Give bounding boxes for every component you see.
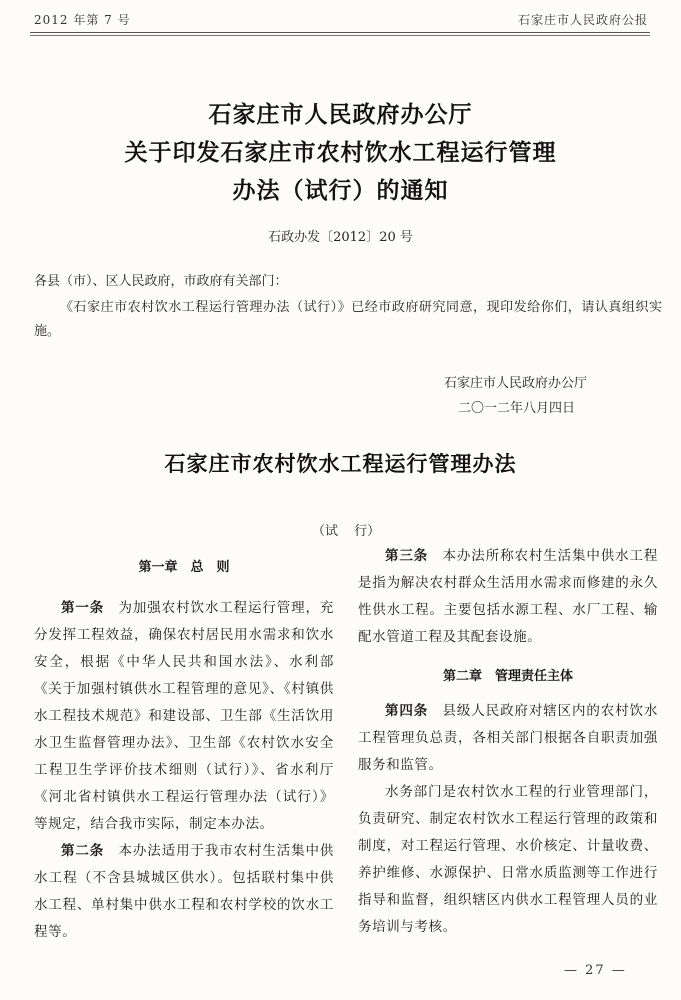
signature-date: 二〇一二年八月四日 [458,401,576,416]
article-3 [358,543,658,651]
article-1-text: 为加强农村饮水工程运行管理，充分发挥工程效益，确保农村居民用水需求和饮水安全，根据《中华人民共和国水法》、水利部《关于加强村镇供水工程管理的意见》、《村镇供水工程技术规范》和建设部、卫生部《生活饮用水卫生监督管理办法》、卫生部《农村饮水安全工程卫生学评价技术细则（试行）》、省水利厅《河北省村镇供水工程运行管理办法（试行）》等规定，结合我市实际，制定本办法。 [34,600,334,832]
signature-organization: 石家庄市人民政府办公厅 [444,376,588,391]
article-2-text: 本办法适用于我市农村生活集中供水工程（不含县城城区供水）。包括联村集中供水工程、单村集中供水工程和农村学校的饮水工程等。 [34,843,334,940]
header-rule-secondary [30,35,650,36]
article-2 [34,838,334,946]
regulation-subtitle: （试 行） [312,524,381,539]
article-4-label: 第四条 [385,703,429,719]
page-number: — 27 — [564,963,627,978]
document-number: 石政办发〔2012〕20 号 [268,230,413,245]
recipients: 各县（市）、区人民政府，市政府有关部门： [34,274,288,289]
notice-title-line-3: 办法（试行）的通知 [232,178,449,204]
issue-label: 2012 年第 7 号 [34,12,131,27]
publication-name: 石家庄市人民政府公报 [517,12,648,27]
article-4-text: 县级人民政府对辖区内的农村饮水工程管理负总责，各相关部门根据各自职责加强服务和监管。 [358,703,658,773]
chapter-heading-1: 第一章 总 则 [138,560,230,575]
notice-body: 《石家庄市农村饮水工程运行管理办法（试行）》已经市政府研究同意，现印发给你们，请认真组织实施。 [34,300,662,339]
chapter-heading-2: 第二章 管理责任主体 [442,669,573,684]
water-department-paragraph: 水务部门是农村饮水工程的行业管理部门，负责研究、制定农村饮水工程运行管理的政策和制度，对工程运行管理、水价核定、计量收费、养护维修、水源保护、日常水质监测等工作进行指导和监督，组织辖区内供水工程管理人员的业务培训与考核。 [358,784,658,935]
notice-title [0,96,681,210]
notice-title-line-2: 关于印发石家庄市农村饮水工程运行管理 [124,140,557,166]
article-4 [358,698,658,779]
left-column [34,556,334,946]
right-column [358,543,658,941]
running-header [34,8,648,30]
article-1 [34,595,334,838]
header-rule [30,32,650,33]
regulation-title: 石家庄市农村饮水工程运行管理办法 [164,452,517,476]
article-3-text: 本办法所称农村生活集中供水工程是指为解决农村群众生活用水需求而修建的永久性供水工程。主要包括水源工程、水厂工程、输配水管道工程及其配套设施。 [358,548,658,645]
article-1-label: 第一条 [61,600,105,616]
article-3-label: 第三条 [385,548,429,564]
article-2-label: 第二条 [61,843,105,859]
notice-title-line-1: 石家庄市人民政府办公厅 [208,102,473,128]
